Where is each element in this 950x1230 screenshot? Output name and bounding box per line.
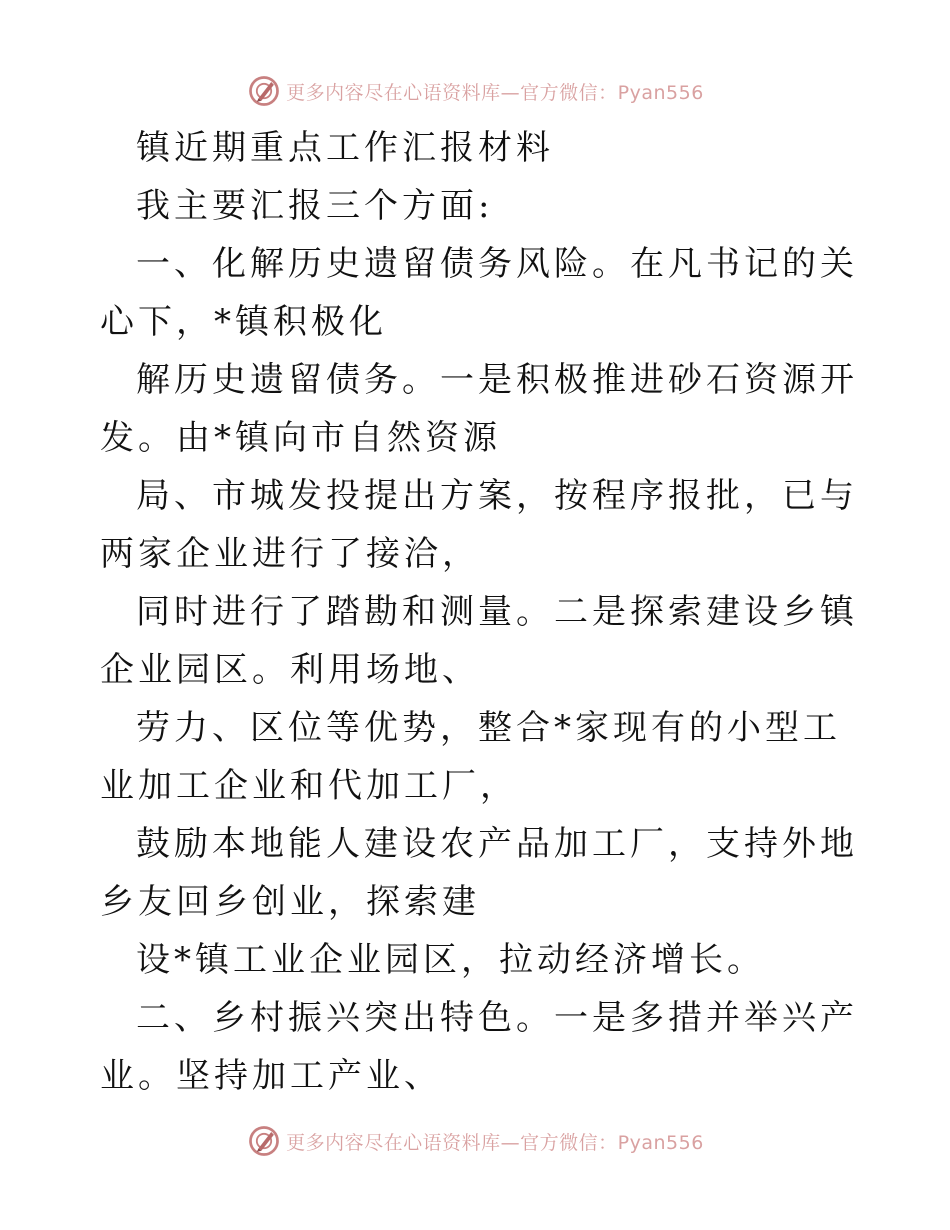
watermark-text: 更多内容尽在心语资料库—官方微信：Pyan556: [286, 81, 704, 104]
document-body: [100, 119, 860, 1105]
paragraph: 劳力、区位等优势，整合*家现有的小型工业加工企业和代加工厂，: [100, 708, 841, 806]
paragraph: 二、乡村振兴突出特色。一是多措并举兴产业。坚持加工产业、: [100, 998, 858, 1096]
pen-seal-icon: [246, 73, 282, 109]
paragraph: 鼓励本地能人建设农产品加工厂，支持外地乡友回乡创业，探索建: [100, 824, 858, 922]
watermark-text: 更多内容尽在心语资料库—官方微信：Pyan556: [286, 1131, 704, 1154]
watermark-header: [0, 71, 950, 111]
watermark-footer: [0, 1121, 950, 1161]
paragraph: 设*镇工业企业园区，拉动经济增长。: [136, 940, 765, 980]
paragraph: 同时进行了踏勘和测量。二是探索建设乡镇企业园区。利用场地、: [100, 592, 858, 690]
paragraph: 一、化解历史遗留债务风险。在凡书记的关心下，*镇积极化: [100, 244, 858, 342]
pen-seal-icon: [246, 1123, 282, 1159]
paragraph: 解历史遗留债务。一是积极推进砂石资源开发。由*镇向市自然资源: [100, 360, 858, 458]
document-title: 镇近期重点工作汇报材料: [136, 128, 554, 168]
paragraph: 局、市城发投提出方案，按程序报批，已与两家企业进行了接洽，: [100, 476, 858, 574]
paragraph: 我主要汇报三个方面:: [136, 186, 494, 226]
